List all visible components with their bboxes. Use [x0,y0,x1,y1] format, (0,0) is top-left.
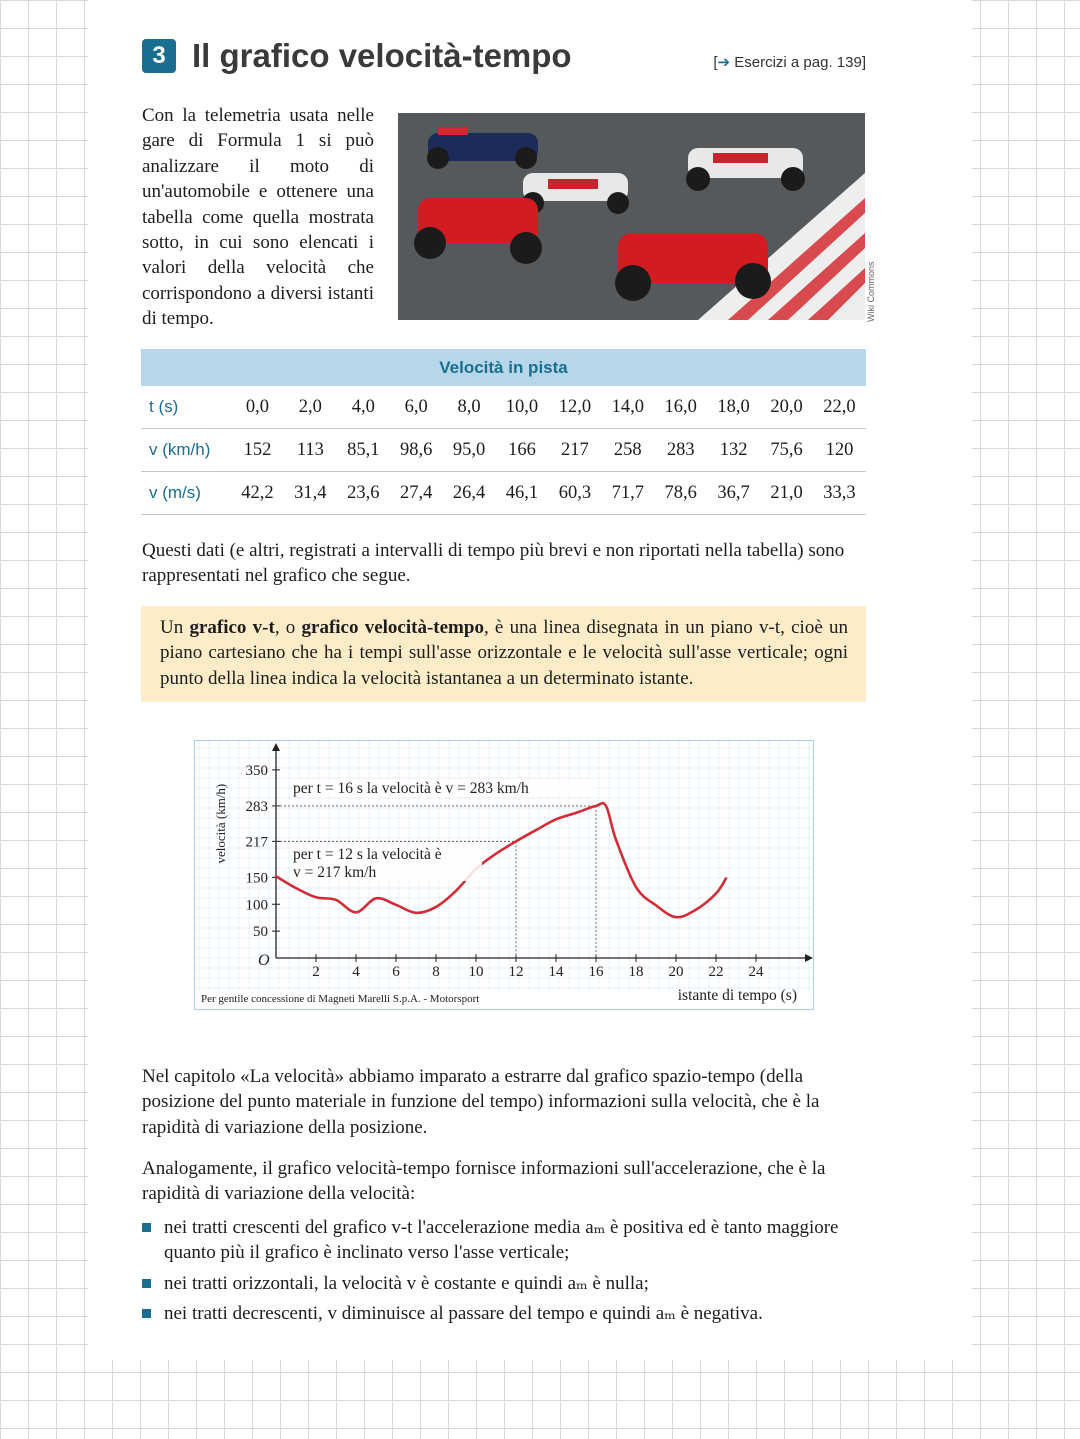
race-cars-illustration [398,113,865,320]
section-number-badge: 3 [142,39,176,73]
table-cell: 60,3 [548,472,601,515]
definition-text-2: , o [274,617,302,638]
table-cell: 98,6 [390,429,443,472]
row-header: t (s) [141,386,231,429]
table-cell: 21,0 [760,472,813,515]
table-cell: 22,0 [813,386,866,429]
table-cell: 36,7 [707,472,760,515]
y-tick-label: 217 [245,834,268,851]
table-cell: 95,0 [443,429,496,472]
row-header: v (m/s) [141,472,231,515]
table-cell: 113 [284,429,337,472]
section-title: Il grafico velocità-tempo [192,37,572,74]
table-cell: 152 [231,429,284,472]
table-cell: 46,1 [496,472,549,515]
x-tick-label: 4 [352,964,360,980]
table-cell: 85,1 [337,429,390,472]
bullet-increasing [142,1215,866,1266]
x-tick-label: 22 [708,964,724,980]
table-cell: 16,0 [654,386,707,429]
velocity-data-table [141,386,866,515]
acceleration-bullet-list [142,1215,866,1332]
exercise-reference-link[interactable]: [➔ Esercizi a pag. 139] [713,54,866,71]
table-cell: 12,0 [548,386,601,429]
chart-credit: Per gentile concessione di Magneti Marelli S.p.A. - Motorsport [201,993,480,1005]
x-tick-label: 8 [432,964,440,980]
y-axis-label: velocità (km/h) [213,783,228,864]
origin-label: O [258,952,270,969]
table-cell: 4,0 [337,386,390,429]
square-bullet-icon [142,1279,151,1288]
table-cell: 120 [813,429,866,472]
table-cell: 78,6 [654,472,707,515]
paragraph-acceleration: Analogamente, il grafico velocità-tempo fornisce informazioni sull'accelerazione, che è la rapidità di variazione della velocità: [142,1158,826,1205]
table-cell: 217 [548,429,601,472]
square-bullet-icon [142,1223,151,1232]
y-tick-label: 283 [245,798,268,815]
bullet-text: nei tratti decrescenti, v diminuisce al passare del tempo e quindi aₘ è negativa. [164,1303,763,1325]
x-axis-label: istante di tempo (s) [677,987,797,1004]
annotation-12s-line1: per t = 12 s la velocità è [293,846,442,863]
x-tick-label: 2 [312,964,320,980]
table-row [141,386,866,429]
table-row [141,472,866,515]
table-cell: 132 [707,429,760,472]
table-cell: 2,0 [284,386,337,429]
table-cell: 33,3 [813,472,866,515]
table-row [141,429,866,472]
y-tick-label: 350 [245,762,268,779]
table-cell: 23,6 [337,472,390,515]
photo-credit: Wiki Commons [866,261,876,322]
table-cell: 283 [654,429,707,472]
table-cell: 18,0 [707,386,760,429]
y-tick-label: 100 [245,897,268,914]
table-cell: 8,0 [443,386,496,429]
x-tick-label: 6 [392,964,400,980]
paragraph-data-note: Questi dati (e altri, registrati a intervalli di tempo più brevi e non riportati nella tabella) sono rappresentati nel grafico che segue. [142,540,845,587]
bullet-decreasing [142,1301,866,1326]
formula1-race-photo [398,113,865,320]
definition-term-velocity-time: grafico velocità-tempo [301,617,484,638]
x-tick-label: 24 [748,964,764,980]
table-cell: 6,0 [390,386,443,429]
table-cell: 42,2 [231,472,284,515]
definition-box [141,606,866,702]
bullet-text: nei tratti crescenti del grafico v-t l'accelerazione media aₘ è positiva ed è tanto maggiore quanto più il grafico è inclinato verso l'asse verticale; [164,1217,839,1264]
chart-svg [195,741,814,1010]
bullet-text: nei tratti orizzontali, la velocità v è costante e quindi aₘ è nulla; [164,1272,649,1294]
table-cell: 20,0 [760,386,813,429]
definition-text-3: , è una linea disegnata in un piano v-t, cioè un piano cartesiano che ha i tempi sull'asse orizzontale e le velocità sull'asse verticale; ogni punto della linea indica la velocità istantanea a un determinato istante. [160,617,848,689]
table-cell: 31,4 [284,472,337,515]
definition-text-1: Un [160,617,190,638]
table-cell: 166 [496,429,549,472]
y-tick-label: 50 [253,924,268,941]
x-tick-label: 20 [668,964,684,980]
table-cell: 71,7 [601,472,654,515]
square-bullet-icon [142,1309,151,1318]
y-tick-label: 150 [245,870,268,887]
arrow-right-icon: ➔ [717,54,731,71]
x-tick-label: 10 [468,964,484,980]
table-cell: 258 [601,429,654,472]
table-title: Velocità in pista [141,349,866,386]
exercise-reference-text: Esercizi a pag. 139 [734,54,862,71]
x-tick-label: 12 [508,964,524,980]
annotation-16s: per t = 16 s la velocità è v = 283 km/h [293,780,529,797]
table-cell: 75,6 [760,429,813,472]
row-header: v (km/h) [141,429,231,472]
definition-term-vt: grafico v-t [189,617,275,638]
table-cell: 27,4 [390,472,443,515]
annotation-12s-line2: v = 217 km/h [293,864,377,881]
x-tick-label: 14 [548,964,564,980]
table-cell: 26,4 [443,472,496,515]
table-cell: 0,0 [231,386,284,429]
velocity-table [141,349,866,515]
x-tick-label: 16 [588,964,604,980]
paragraph-velocity-chapter: Nel capitolo «La velocità» abbiamo imparato a estrarre dal grafico spazio-tempo (della posizione del punto materiale in funzione del tempo) informazioni sulla velocità, che è la rapidità di variazione della posizione. [142,1066,820,1138]
table-cell: 10,0 [496,386,549,429]
table-cell: 14,0 [601,386,654,429]
velocity-time-chart [194,740,814,1010]
x-tick-label: 18 [628,964,644,980]
bullet-horizontal [142,1271,866,1296]
intro-paragraph: Con la telemetria usata nelle gare di Formula 1 si può analizzare il moto di un'automobile e ottenere una tabella come quella mostrata sotto, in cui sono elencati i valori della velocità che corrispondono a diversi istanti di tempo. [142,105,374,330]
